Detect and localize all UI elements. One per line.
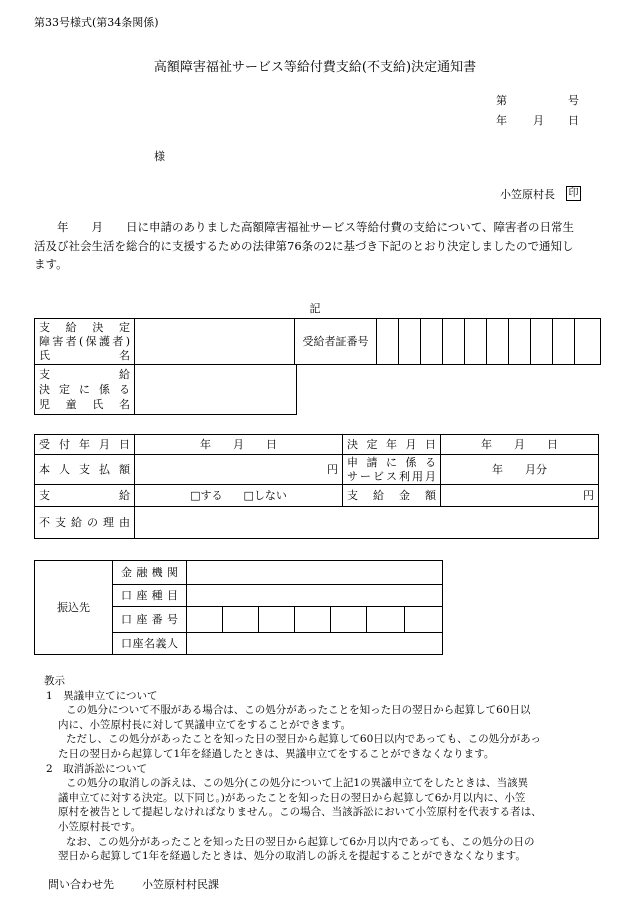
applicant-table	[34, 318, 601, 365]
account-digit-cell[interactable]	[295, 607, 331, 633]
account-type-field[interactable]	[187, 585, 443, 607]
addressee-suffix: 様	[154, 150, 165, 163]
contact-label: 問い合わせ先	[48, 878, 114, 891]
applicant-name-field[interactable]	[135, 319, 295, 365]
contact-value: 小笠原村村民課	[142, 878, 219, 891]
notice-heading: 教示	[44, 675, 65, 687]
notice-line: この処分について不服がある場合は、この処分があったことを知った日の翌日から起算して60日以	[66, 704, 531, 717]
label-line: 決定に係る	[39, 383, 130, 396]
intro-line: 年 月 日に申請のありました高額障害福祉サービス等給付費の支給について、障害者の日常生	[34, 220, 575, 234]
account-digit-cell[interactable]	[367, 607, 405, 633]
cert-digit-cell[interactable]	[377, 319, 399, 365]
notice-line: 翌日から起算して1年を経過したときは、処分の取消しの訴えを提起することができなくなります。	[58, 850, 526, 863]
receipt-date-value[interactable]: 年 月 日	[135, 435, 343, 455]
notice-line: この処分の取消しの訴えは、この処分(この処分について上記1の異議申立てをしたときは、当該異	[66, 777, 529, 790]
cert-digit-cell[interactable]	[421, 319, 443, 365]
account-digit-cell[interactable]	[187, 607, 223, 633]
payment-no-checkbox[interactable]: □しない	[243, 489, 287, 502]
notice-section-2-title: 2 取消訴訟について	[46, 762, 147, 775]
intro-paragraph	[34, 218, 600, 274]
account-digit-cell[interactable]	[223, 607, 259, 633]
notice-line: なお、この処分があったことを知った日の翌日から起算して6か月以内であっても、この処分の日の	[66, 835, 535, 848]
label-line: 児童氏名	[39, 398, 130, 411]
account-digit-cell[interactable]	[259, 607, 295, 633]
label-line: 障害者(保護者)	[39, 334, 130, 348]
bank-field[interactable]	[187, 561, 443, 585]
cert-digit-cell[interactable]	[443, 319, 465, 365]
payment-amount-label: 支給金額	[343, 485, 441, 507]
issuer-name: 小笠原村長	[500, 188, 555, 201]
account-digit-cell[interactable]	[405, 607, 443, 633]
label-line: 申請に係る	[347, 455, 436, 469]
recipient-cert-label: 受給者証番号	[295, 319, 377, 365]
date-day: 日	[568, 114, 579, 127]
child-name-field[interactable]	[135, 365, 297, 415]
intro-line: 活及び社会生活を総合的に支援するための法律第76条の2に基づき下記のとおり決定しましたので通知し	[34, 238, 574, 253]
non-payment-reason-field[interactable]	[135, 507, 599, 539]
account-holder-label: 口座名義人	[113, 633, 187, 655]
non-payment-reason-label: 不支給の理由	[35, 507, 135, 539]
notice-line: た日の翌日から起算して1年を経過したときは、異議申立てをすることができなくなります。	[58, 747, 495, 760]
account-number-label: 口座番号	[113, 607, 187, 633]
self-pay-label: 本人支払額	[35, 455, 135, 485]
cert-digit-cell[interactable]	[399, 319, 421, 365]
transfer-label: 振込先	[35, 561, 113, 655]
payment-label: 支給	[35, 485, 135, 507]
cert-digit-cell[interactable]	[509, 319, 531, 365]
document-number-prefix: 第	[496, 94, 507, 107]
child-table	[34, 364, 297, 415]
account-digit-cell[interactable]	[331, 607, 367, 633]
notice-line: 原村を被告として提起しなければなりません。この場合、当該訴訟において小笠原村を代表する者は、	[58, 806, 542, 819]
account-type-label: 口座種目	[113, 585, 187, 607]
notice-line: ただし、この処分があったことを知った日の翌日から起算して60日以内であっても、この処分があっ	[66, 733, 542, 746]
document-title: 高額障害福祉サービス等給付費支給(不支給)決定通知書	[153, 60, 477, 75]
cert-digit-cell[interactable]	[553, 319, 575, 365]
notice-line: 内に、小笠原村長に対して異議申立てをすることができます。	[58, 718, 352, 731]
account-holder-field[interactable]	[187, 633, 443, 655]
notice-section-1-title: 1 異議申立てについて	[46, 689, 158, 702]
decision-date-value[interactable]: 年 月 日	[441, 435, 599, 455]
payment-yes-checkbox[interactable]: □する	[190, 489, 223, 502]
label-line: 氏名	[39, 348, 130, 362]
form-number: 第33号様式(第34条関係)	[34, 16, 159, 29]
decision-table	[34, 434, 599, 539]
bank-label: 金融機関	[113, 561, 187, 585]
service-month-label	[343, 455, 441, 485]
document-number-suffix: 号	[568, 94, 579, 107]
seal-stamp: 印	[566, 186, 581, 201]
decision-date-label: 決定年月日	[343, 435, 441, 455]
receipt-date-label: 受付年月日	[35, 435, 135, 455]
cert-digit-cell[interactable]	[531, 319, 553, 365]
intro-line: ます。	[34, 257, 68, 271]
label-line: 支給決定	[39, 320, 130, 334]
cert-digit-cell[interactable]	[487, 319, 509, 365]
date-year: 年	[496, 114, 507, 127]
transfer-table	[34, 560, 443, 655]
notice-line: 小笠原村長です。	[58, 820, 142, 833]
child-name-label	[35, 365, 135, 415]
service-month-value[interactable]: 年 月分	[441, 455, 599, 485]
payment-choice	[135, 485, 343, 507]
payment-amount-value[interactable]: 円	[441, 485, 599, 507]
label-line: 支給	[39, 368, 130, 381]
ki-heading: 記	[309, 302, 321, 315]
label-line: サービス利用月	[347, 469, 436, 483]
self-pay-amount[interactable]: 円	[135, 455, 343, 485]
notice-section	[44, 674, 604, 864]
notice-line: 議申立てに対する決定。以下同じ。)があったことを知った日の翌日から起算して6か月以内に、小笠	[58, 791, 526, 804]
cert-digit-cell[interactable]	[465, 319, 487, 365]
applicant-name-label	[35, 319, 135, 365]
date-month: 月	[533, 114, 544, 127]
cert-digit-cell[interactable]	[575, 319, 601, 365]
